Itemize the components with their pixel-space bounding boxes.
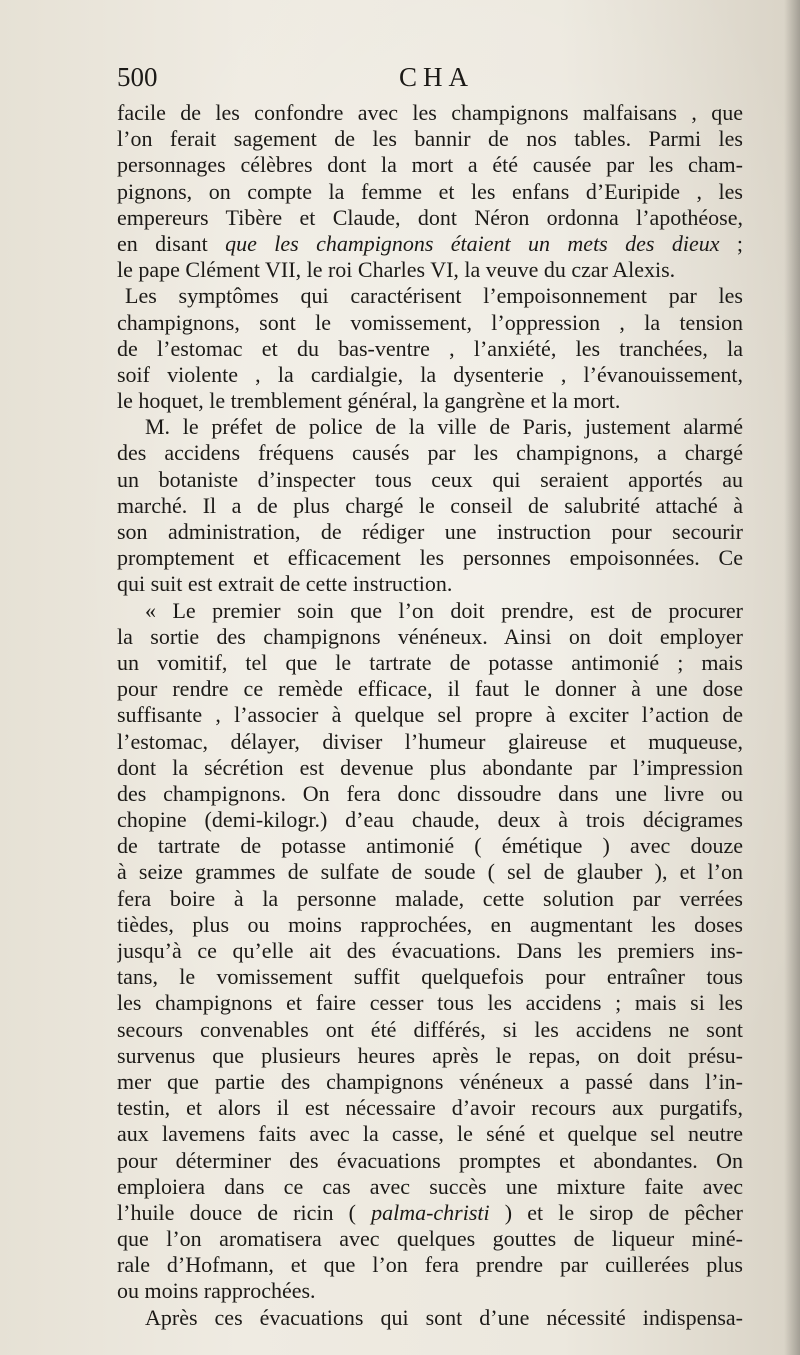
text-line: champignons, sont le vomissement, l’oppression , la tension [117, 309, 743, 335]
text-line: jusqu’à ce qu’elle ait des évacuations. Dans les premiers ins- [117, 938, 743, 963]
text-line: Après ces évacuations qui sont d’une nécessité indispensa- [145, 1304, 743, 1330]
page-edge-shadow [784, 0, 800, 1355]
text-line: les champignons et faire cesser tous les accidens ; mais si les [117, 990, 743, 1016]
text-segment: ) et le sirop de pêcher [489, 1199, 743, 1225]
text-line: le hoquet, le tremblement général, la gangrène et la mort. [117, 388, 621, 414]
text-line: « Le premier soin que l’on doit prendre, est de procurer [145, 597, 743, 623]
text-line: tièdes, plus ou moins rapprochées, en augmentant les doses [117, 911, 743, 937]
text-line: ou moins rapprochées. [117, 1278, 316, 1304]
text-line: l’estomac, délayer, diviser l’humeur glaireuse et muqueuse, [117, 728, 743, 754]
page-number: 500 [117, 62, 158, 92]
text-line: un vomitif, tel que le tartrate de potasse antimonié ; mais [117, 649, 743, 675]
body-text [117, 100, 743, 1331]
text-line: Les symptômes qui caractérisent l’empoisonnement par les [125, 283, 743, 309]
text-line: marché. Il a de plus chargé le conseil de salubrité attaché à [117, 492, 743, 518]
text-line: soif violente , la cardialgie, la dysenterie , l’évanouissement, [117, 361, 743, 387]
text-line: chopine (demi-kilogr.) d’eau chaude, deux à trois décigrames [117, 807, 743, 833]
text-segment: en disant [117, 230, 226, 256]
page-header [117, 62, 743, 96]
text-line: personnages célèbres dont la mort a été causée par les cham- [117, 152, 743, 178]
text-line: mer que partie des champignons vénéneux a passé dans l’in- [117, 1068, 743, 1094]
text-line: secours convenables ont été différés, si les accidens ne sont [117, 1016, 743, 1042]
text-line: dont la sécrétion est devenue plus abondante par l’impression [117, 754, 743, 780]
text-line: la sortie des champignons vénéneux. Ainsi on doit employer [117, 623, 743, 649]
text-line: rale d’Hofmann, et que l’on fera prendre par cuillerées plus [117, 1252, 743, 1278]
text-line: empereurs Tibère et Claude, dont Néron ordonna l’apothéose, [117, 204, 743, 230]
text-line: aux lavemens faits avec la casse, le séné et quelque sel neutre [117, 1121, 743, 1147]
text-segment: l’huile douce de ricin ( [117, 1199, 372, 1225]
text-line: facile de les confondre avec les champignons malfaisans , que [117, 100, 743, 125]
text-line: pour déterminer des évacuations promptes et abondantes. On [117, 1147, 743, 1173]
text-line: promptement et efficacement les personnes empoisonnées. Ce [117, 545, 743, 571]
text-line: que l’on aromatisera avec quelques gouttes de liqueur miné- [117, 1226, 743, 1252]
italic-segment: palma-christi [371, 1199, 490, 1225]
text-line: testin, et alors il est nécessaire d’avoir recours aux purgatifs, [117, 1095, 743, 1121]
text-line: son administration, de rédiger une instruction pour secourir [117, 519, 743, 544]
text-line: de l’estomac et du bas-ventre , l’anxiété, les tranchées, la [117, 335, 743, 361]
text-line: pignons, on compte la femme et les enfans d’Euripide , les [117, 178, 743, 204]
text-line: pour rendre ce remède efficace, il faut le donner à une dose [117, 676, 743, 702]
text-line: le pape Clément VII, le roi Charles VI, la veuve du czar Alexis. [117, 257, 676, 283]
text-line [117, 1200, 743, 1226]
text-line: des champignons. On fera donc dissoudre dans une livre ou [117, 780, 743, 806]
text-line: survenus que plusieurs heures après le repas, on doit présu- [117, 1042, 743, 1068]
text-segment: ; [719, 230, 743, 256]
text-line: de tartrate de potasse antimonié ( émétique ) avec douze [117, 833, 743, 859]
text-line: l’on ferait sagement de les bannir de nos tables. Parmi les [117, 126, 743, 152]
text-line: tans, le vomissement suffit quelquefois pour entraîner tous [117, 964, 743, 990]
text-line: un botaniste d’inspecter tous ceux qui seraient apportés au [117, 466, 743, 492]
text-line: à seize grammes de sulfate de soude ( sel de glauber ), et l’on [117, 859, 743, 885]
text-line: des accidens fréquens causés par les champignons, a chargé [117, 440, 743, 466]
italic-segment: que les champignons étaient un mets des dieux [225, 230, 720, 256]
text-line: suffisante , l’associer à quelque sel propre à exciter l’action de [117, 702, 743, 728]
text-line [117, 231, 743, 257]
text-line: fera boire à la personne malade, cette solution par verrées [117, 885, 743, 911]
text-line: qui suit est extrait de cette instruction. [117, 571, 453, 597]
running-head: CHA [399, 62, 475, 92]
text-line: M. le préfet de police de la ville de Paris, justement alarmé [145, 414, 743, 440]
text-line: emploiera dans ce cas avec succès une mixture faite avec [117, 1173, 743, 1199]
